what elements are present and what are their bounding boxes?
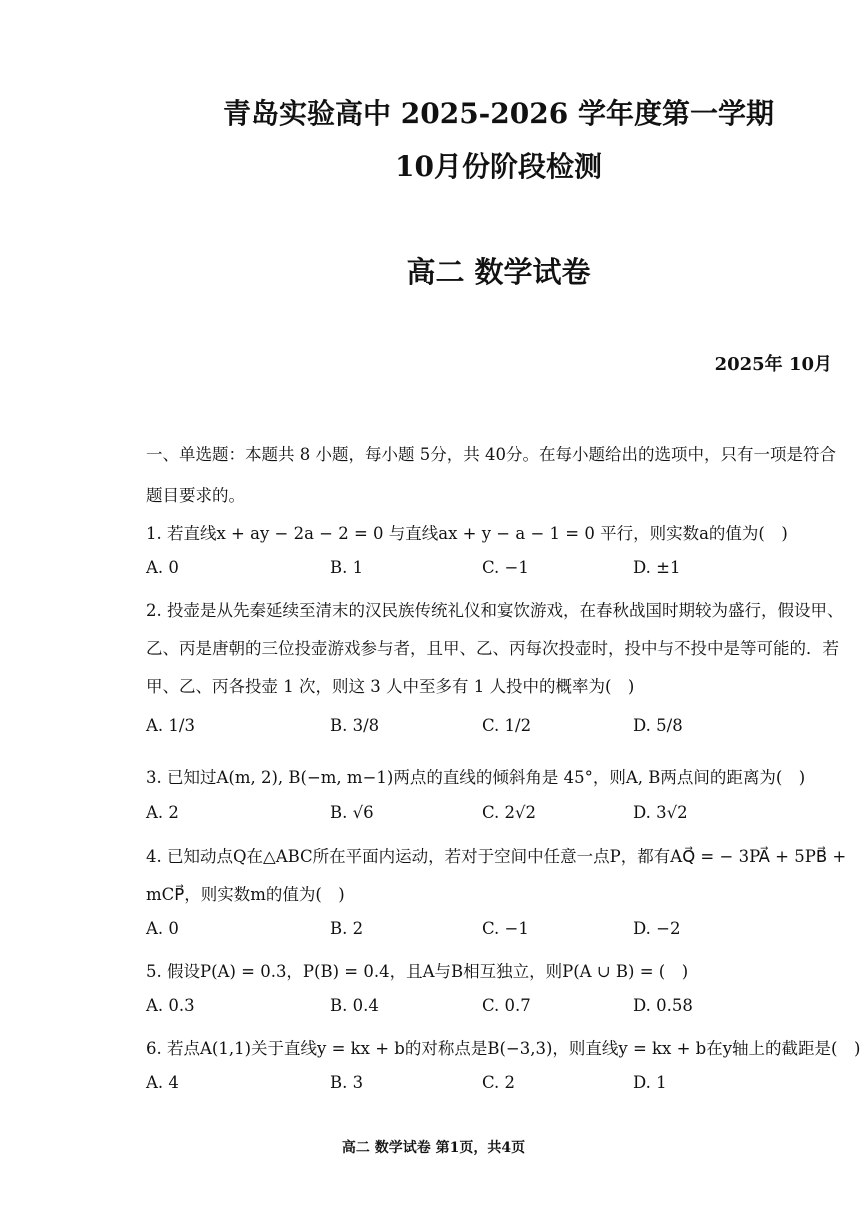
question-3-option-b: B. √6 xyxy=(330,803,374,822)
question-4-option-b: B. 2 xyxy=(330,919,364,938)
question-5-option-a: A. 0.3 xyxy=(146,996,195,1015)
question-1-option-a: A. 0 xyxy=(146,558,179,577)
exam-date: 2025年 10月 xyxy=(714,354,832,375)
question-6-stem: 6. 若点A(1,1)关于直线y = kx + b的对称点是B(−3,3)，则直线y = kx + b在y轴上的截距是( ) xyxy=(146,1039,861,1058)
question-5-option-b: B. 0.4 xyxy=(330,996,379,1015)
question-2-option-c: C. 1/2 xyxy=(482,716,532,735)
question-2-option-d: D. 5/8 xyxy=(633,716,683,735)
question-3-option-d: D. 3√2 xyxy=(633,803,688,822)
question-4-stem-line-2: mCP⃗，则实数m的值为( ) xyxy=(146,885,345,904)
question-4-stem-line-1: 4. 已知动点Q在△ABC所在平面内运动，若对于空间中任意一点P，都有AQ⃗ = − 3PA⃗ + 5PB⃗ + xyxy=(146,847,847,866)
question-3-option-c: C. 2√2 xyxy=(482,803,537,822)
question-6-option-a: A. 4 xyxy=(146,1073,179,1092)
question-5-option-d: D. 0.58 xyxy=(633,996,693,1015)
question-1-stem: 1. 若直线x + ay − 2a − 2 = 0 与直线ax + y − a − 1 = 0 平行，则实数a的值为( ) xyxy=(146,524,788,543)
subject-title: 高二 数学试卷 xyxy=(406,255,591,289)
question-1-option-c: C. −1 xyxy=(482,558,529,577)
question-6-option-d: D. 1 xyxy=(633,1073,667,1092)
question-4-option-d: D. −2 xyxy=(633,919,681,938)
page-footer: 高二 数学试卷 第1页，共4页 xyxy=(341,1140,526,1156)
question-1-option-b: B. 1 xyxy=(330,558,364,577)
section-intro-line-1: 一、单选题：本题共 8 小题，每小题 5分，共 40分。在每小题给出的选项中，只有一项是符合 xyxy=(146,445,836,464)
question-2-option-b: B. 3/8 xyxy=(330,716,380,735)
question-2-stem-line-2: 乙、丙是唐朝的三位投壶游戏参与者，且甲、乙、丙每次投壶时，投中与不投中是等可能的．若 xyxy=(146,639,839,658)
question-4-option-a: A. 0 xyxy=(146,919,179,938)
question-6-option-b: B. 3 xyxy=(330,1073,364,1092)
question-1-option-d: D. ±1 xyxy=(633,558,681,577)
question-5-option-c: C. 0.7 xyxy=(482,996,531,1015)
question-2-option-a: A. 1/3 xyxy=(146,716,195,735)
question-3-stem: 3. 已知过A(m, 2), B(−m, m−1)两点的直线的倾斜角是 45°，则A, B两点间的距离为( ) xyxy=(146,768,806,787)
section-intro-line-2: 题目要求的。 xyxy=(146,486,245,505)
question-5-stem: 5. 假设P(A) = 0.3，P(B) = 0.4，且A与B相互独立，则P(A ∪ B) = ( ) xyxy=(146,962,689,981)
school-title: 青岛实验高中 2025-2026 学年度第一学期 xyxy=(223,97,774,130)
exam-title: 10月份阶段检测 xyxy=(395,150,602,183)
question-2-stem-line-3: 甲、乙、丙各投壶 1 次，则这 3 人中至多有 1 人投中的概率为( ) xyxy=(146,677,635,696)
question-2-stem-line-1: 2. 投壶是从先秦延续至清末的汉民族传统礼仪和宴饮游戏，在春秋战国时期较为盛行，假设甲、 xyxy=(146,601,844,620)
question-3-option-a: A. 2 xyxy=(146,803,179,822)
question-4-option-c: C. −1 xyxy=(482,919,529,938)
question-6-option-c: C. 2 xyxy=(482,1073,516,1092)
